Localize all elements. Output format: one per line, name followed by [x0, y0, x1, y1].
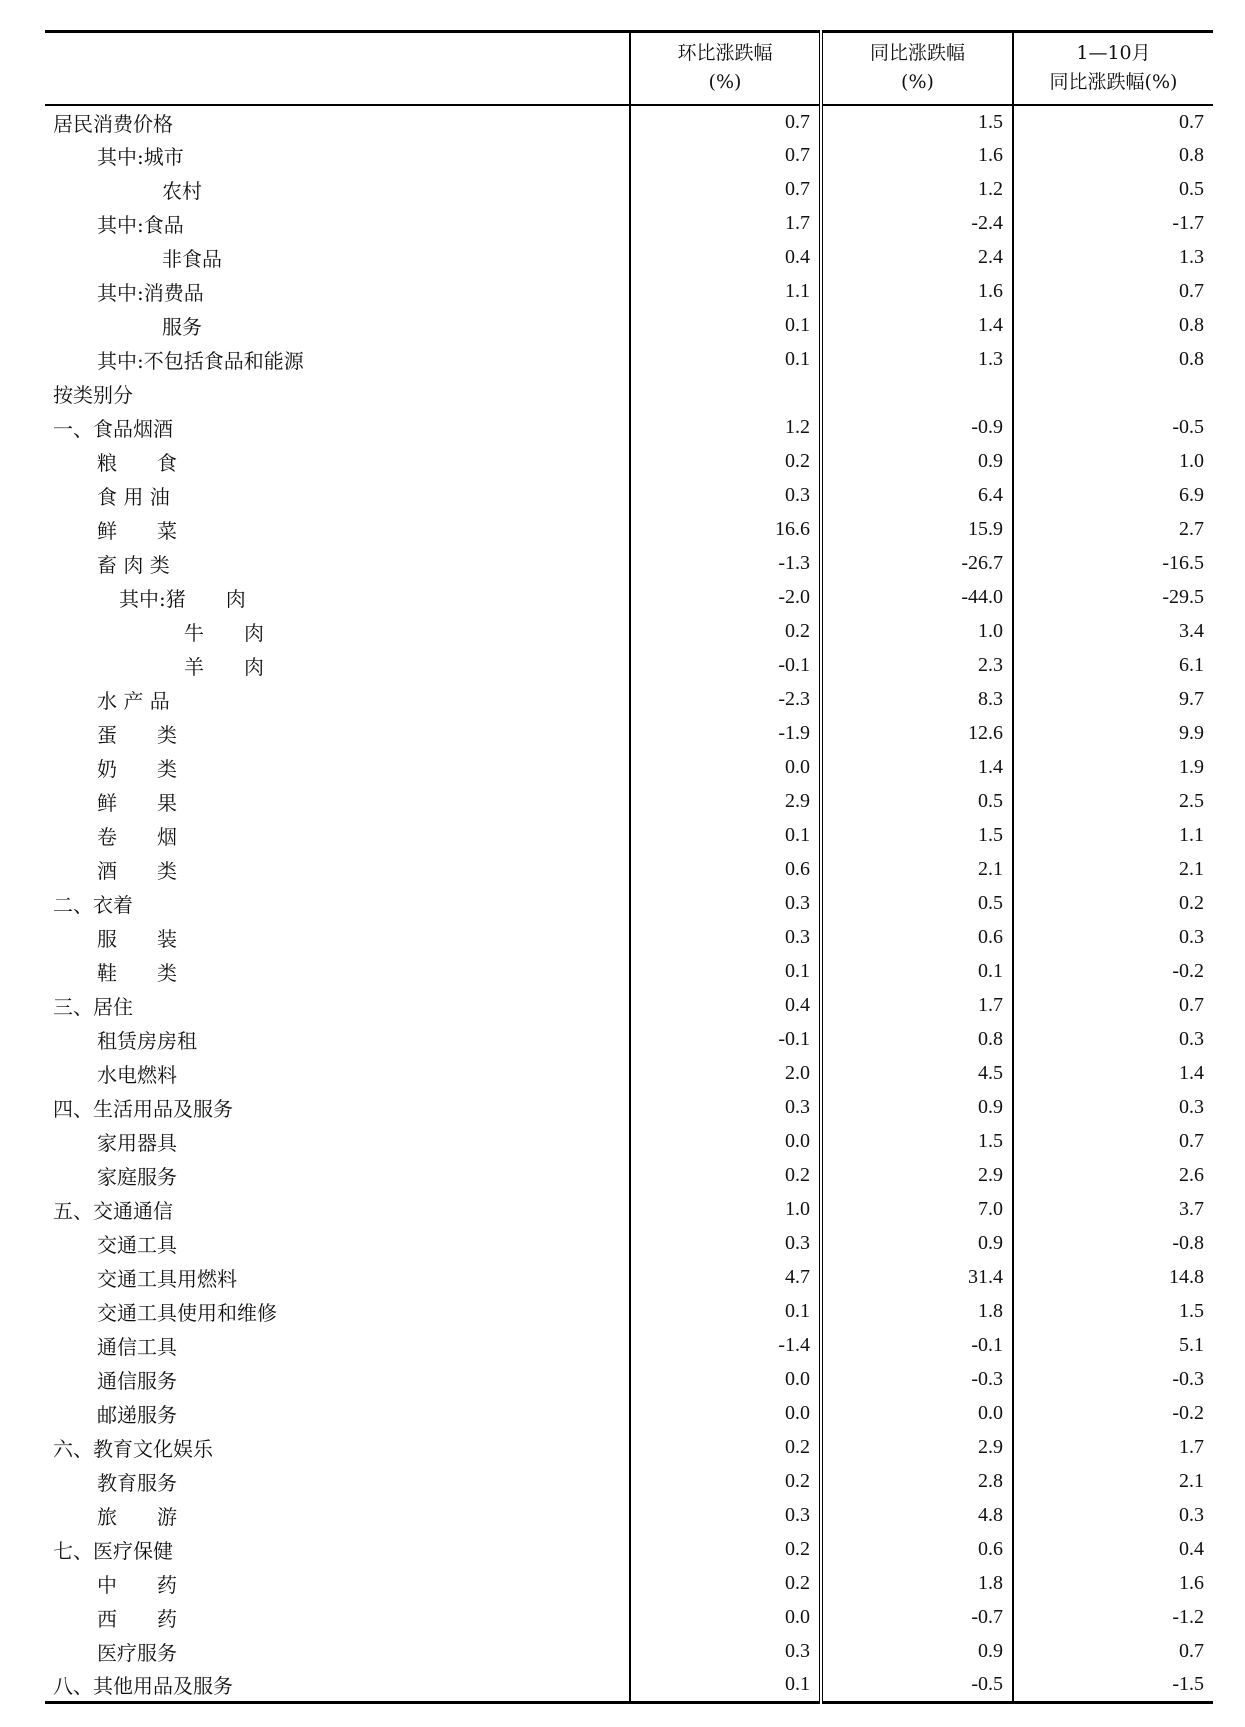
mom-value: 0.0	[630, 1397, 821, 1431]
ytd-yoy-value: 6.1	[1013, 649, 1213, 683]
mom-value: 0.3	[630, 921, 821, 955]
yoy-value: 2.4	[821, 241, 1013, 275]
ytd-yoy-value: 3.4	[1013, 615, 1213, 649]
mom-value: 0.0	[630, 1601, 821, 1635]
mom-value: 0.2	[630, 1567, 821, 1601]
ytd-yoy-value: -0.2	[1013, 1397, 1213, 1431]
table-row	[45, 309, 1213, 343]
table-row	[45, 513, 1213, 547]
ytd-yoy-value: 3.7	[1013, 1193, 1213, 1227]
row-label: 服务	[162, 315, 202, 339]
ytd-yoy-value: 0.8	[1013, 309, 1213, 343]
yoy-value: 1.6	[821, 275, 1013, 309]
table-row	[45, 1057, 1213, 1091]
header-ytd-yoy-change: 1—10月 同比涨跌幅(%)	[1013, 32, 1213, 105]
table-row	[45, 717, 1213, 751]
mom-value: 0.7	[630, 139, 821, 173]
row-label: 家用器具	[97, 1131, 177, 1155]
mom-value: 0.0	[630, 1363, 821, 1397]
row-label: 酒 类	[97, 859, 177, 883]
table-row	[45, 1567, 1213, 1601]
mom-value: 0.2	[630, 615, 821, 649]
yoy-value: 2.8	[821, 1465, 1013, 1499]
row-label: 农村	[162, 179, 202, 203]
table-row	[45, 1159, 1213, 1193]
mom-value: 0.0	[630, 751, 821, 785]
yoy-value: -2.4	[821, 207, 1013, 241]
yoy-value: 0.8	[821, 1023, 1013, 1057]
row-label: 非食品	[162, 247, 222, 271]
yoy-value: 12.6	[821, 717, 1013, 751]
yoy-value: 1.6	[821, 139, 1013, 173]
ytd-yoy-value: 0.7	[1013, 275, 1213, 309]
yoy-value: 2.9	[821, 1431, 1013, 1465]
row-label: 六、教育文化娱乐	[53, 1437, 213, 1461]
table-row	[45, 1601, 1213, 1635]
row-label: 医疗服务	[97, 1641, 177, 1665]
mom-value: 0.3	[630, 1091, 821, 1125]
table-row	[45, 581, 1213, 615]
ytd-yoy-value: 6.9	[1013, 479, 1213, 513]
row-label: 教育服务	[97, 1471, 177, 1495]
mom-value: 0.3	[630, 887, 821, 921]
table-row	[45, 921, 1213, 955]
ytd-yoy-value: 0.8	[1013, 343, 1213, 377]
row-label: 羊 肉	[184, 655, 264, 679]
mom-value: 0.3	[630, 1499, 821, 1533]
ytd-yoy-value: 2.5	[1013, 785, 1213, 819]
row-label: 畜 肉 类	[97, 553, 170, 577]
row-label: 租赁房房租	[97, 1029, 197, 1053]
yoy-value: 0.5	[821, 887, 1013, 921]
table-row	[45, 275, 1213, 309]
mom-value: 1.0	[630, 1193, 821, 1227]
table-row	[45, 411, 1213, 445]
row-label: 西 药	[97, 1607, 177, 1631]
yoy-value: 4.8	[821, 1499, 1013, 1533]
mom-value: 0.2	[630, 1431, 821, 1465]
yoy-value: -0.3	[821, 1363, 1013, 1397]
table-row	[45, 1669, 1213, 1703]
table-row	[45, 989, 1213, 1023]
yoy-value: 8.3	[821, 683, 1013, 717]
ytd-yoy-value: -1.2	[1013, 1601, 1213, 1635]
yoy-value: 0.9	[821, 445, 1013, 479]
row-label: 旅 游	[97, 1505, 177, 1529]
table-row	[45, 683, 1213, 717]
yoy-value: 1.8	[821, 1295, 1013, 1329]
table-row	[45, 1261, 1213, 1295]
ytd-yoy-value: 1.6	[1013, 1567, 1213, 1601]
ytd-yoy-value: -0.8	[1013, 1227, 1213, 1261]
mom-value: 0.4	[630, 989, 821, 1023]
header-mom-change: 环比涨跌幅 (%)	[630, 32, 821, 105]
row-label: 中 药	[97, 1573, 177, 1597]
ytd-yoy-value: 0.2	[1013, 887, 1213, 921]
row-label: 通信工具	[97, 1335, 177, 1359]
yoy-value: 0.6	[821, 921, 1013, 955]
row-label: 鲜 果	[97, 791, 177, 815]
table-row	[45, 1329, 1213, 1363]
mom-value: 0.6	[630, 853, 821, 887]
yoy-value: 0.9	[821, 1227, 1013, 1261]
table-row	[45, 649, 1213, 683]
table-row	[45, 343, 1213, 377]
table-row	[45, 1635, 1213, 1669]
mom-value	[630, 377, 821, 411]
ytd-yoy-value: 0.7	[1013, 989, 1213, 1023]
yoy-value: 1.5	[821, 1125, 1013, 1159]
mom-value: 2.0	[630, 1057, 821, 1091]
yoy-value: 0.9	[821, 1635, 1013, 1669]
mom-value: 1.7	[630, 207, 821, 241]
ytd-yoy-value: -1.5	[1013, 1669, 1213, 1703]
table-row	[45, 139, 1213, 173]
row-label: 家庭服务	[97, 1165, 177, 1189]
mom-value: -0.1	[630, 1023, 821, 1057]
mom-value: 0.2	[630, 445, 821, 479]
yoy-value: -0.1	[821, 1329, 1013, 1363]
yoy-value: 0.1	[821, 955, 1013, 989]
row-label: 奶 类	[97, 757, 177, 781]
yoy-value: -0.5	[821, 1669, 1013, 1703]
mom-value: 2.9	[630, 785, 821, 819]
mom-value: -2.0	[630, 581, 821, 615]
yoy-value: 1.4	[821, 309, 1013, 343]
mom-value: 0.1	[630, 309, 821, 343]
mom-value: -0.1	[630, 649, 821, 683]
mom-value: 0.7	[630, 173, 821, 207]
mom-value: -2.3	[630, 683, 821, 717]
row-label: 鲜 菜	[97, 519, 177, 543]
table-row	[45, 1363, 1213, 1397]
table-row	[45, 1023, 1213, 1057]
header-label-cell	[45, 32, 630, 105]
mom-value: 0.1	[630, 1295, 821, 1329]
mom-value: 0.3	[630, 1227, 821, 1261]
ytd-yoy-value: 1.4	[1013, 1057, 1213, 1091]
yoy-value: 2.9	[821, 1159, 1013, 1193]
table-row	[45, 241, 1213, 275]
yoy-value: -44.0	[821, 581, 1013, 615]
yoy-value: 4.5	[821, 1057, 1013, 1091]
row-label: 牛 肉	[184, 621, 264, 645]
ytd-yoy-value: 14.8	[1013, 1261, 1213, 1295]
yoy-value: 1.5	[821, 819, 1013, 853]
yoy-value: 1.8	[821, 1567, 1013, 1601]
ytd-yoy-value: 0.8	[1013, 139, 1213, 173]
table-row	[45, 1465, 1213, 1499]
row-label: 五、交通通信	[53, 1199, 173, 1223]
mom-value: 0.3	[630, 479, 821, 513]
ytd-yoy-value: 0.3	[1013, 1091, 1213, 1125]
row-label: 其中:食品	[97, 213, 184, 237]
row-label: 二、衣着	[53, 893, 133, 917]
yoy-value: -0.7	[821, 1601, 1013, 1635]
ytd-yoy-value: 0.3	[1013, 1499, 1213, 1533]
row-label: 水 产 品	[97, 689, 170, 713]
yoy-value: 1.3	[821, 343, 1013, 377]
row-label: 交通工具使用和维修	[97, 1301, 277, 1325]
ytd-yoy-value: 2.1	[1013, 1465, 1213, 1499]
ytd-yoy-value: 9.9	[1013, 717, 1213, 751]
table-row	[45, 1125, 1213, 1159]
table-body	[45, 105, 1213, 1703]
table-row	[45, 1295, 1213, 1329]
row-label: 三、居住	[53, 995, 133, 1019]
yoy-value: 6.4	[821, 479, 1013, 513]
row-label: 其中:不包括食品和能源	[97, 349, 304, 373]
table-row	[45, 887, 1213, 921]
yoy-value: -26.7	[821, 547, 1013, 581]
table-row	[45, 785, 1213, 819]
ytd-yoy-value: 0.7	[1013, 1125, 1213, 1159]
mom-value: 0.1	[630, 819, 821, 853]
ytd-yoy-value: 0.7	[1013, 105, 1213, 139]
table-row	[45, 751, 1213, 785]
header-yoy-change: 同比涨跌幅 (%)	[821, 32, 1013, 105]
yoy-value: 0.9	[821, 1091, 1013, 1125]
row-label: 居民消费价格	[53, 111, 173, 136]
yoy-value: -0.9	[821, 411, 1013, 445]
row-label: 粮 食	[97, 451, 177, 475]
table-row	[45, 819, 1213, 853]
mom-value: 0.1	[630, 343, 821, 377]
table-row	[45, 1193, 1213, 1227]
ytd-yoy-value: 9.7	[1013, 683, 1213, 717]
mom-value: 4.7	[630, 1261, 821, 1295]
table-row	[45, 105, 1213, 139]
yoy-value: 2.1	[821, 853, 1013, 887]
ytd-yoy-value: -0.3	[1013, 1363, 1213, 1397]
row-label: 卷 烟	[97, 825, 177, 849]
mom-value: 0.2	[630, 1533, 821, 1567]
yoy-value: 2.3	[821, 649, 1013, 683]
row-label: 鞋 类	[97, 961, 177, 985]
ytd-yoy-value: 0.7	[1013, 1635, 1213, 1669]
row-label: 其中:猪 肉	[119, 587, 246, 611]
table-row	[45, 1499, 1213, 1533]
row-label: 其中:消费品	[97, 281, 204, 305]
row-label: 按类别分	[53, 383, 133, 407]
table-row	[45, 955, 1213, 989]
table-row	[45, 1533, 1213, 1567]
yoy-value: 1.7	[821, 989, 1013, 1023]
cpi-table	[45, 30, 1213, 1704]
ytd-yoy-value: -29.5	[1013, 581, 1213, 615]
row-label: 四、生活用品及服务	[53, 1097, 233, 1121]
row-label: 服 装	[97, 927, 177, 951]
ytd-yoy-value: 0.4	[1013, 1533, 1213, 1567]
row-label: 交通工具用燃料	[97, 1267, 237, 1291]
mom-value: 0.4	[630, 241, 821, 275]
row-label: 食 用 油	[97, 485, 170, 509]
mom-value: 0.3	[630, 1635, 821, 1669]
table-row	[45, 207, 1213, 241]
row-label: 七、医疗保健	[53, 1539, 173, 1563]
mom-value: 1.1	[630, 275, 821, 309]
row-label: 邮递服务	[97, 1403, 177, 1427]
ytd-yoy-value: 0.3	[1013, 921, 1213, 955]
ytd-yoy-value: 2.6	[1013, 1159, 1213, 1193]
ytd-yoy-value: 1.5	[1013, 1295, 1213, 1329]
yoy-value	[821, 377, 1013, 411]
mom-value: 0.1	[630, 955, 821, 989]
ytd-yoy-value: -0.2	[1013, 955, 1213, 989]
table-row	[45, 445, 1213, 479]
ytd-yoy-value: 5.1	[1013, 1329, 1213, 1363]
row-label: 蛋 类	[97, 723, 177, 747]
table-row	[45, 1397, 1213, 1431]
table-row	[45, 615, 1213, 649]
ytd-yoy-value	[1013, 377, 1213, 411]
yoy-value: 1.4	[821, 751, 1013, 785]
table-row	[45, 1091, 1213, 1125]
yoy-value: 7.0	[821, 1193, 1013, 1227]
ytd-yoy-value: 1.1	[1013, 819, 1213, 853]
table-row	[45, 547, 1213, 581]
yoy-value: 0.5	[821, 785, 1013, 819]
mom-value: 16.6	[630, 513, 821, 547]
ytd-yoy-value: 2.1	[1013, 853, 1213, 887]
mom-value: 0.1	[630, 1669, 821, 1703]
ytd-yoy-value: 1.9	[1013, 751, 1213, 785]
row-label: 交通工具	[97, 1233, 177, 1257]
row-label: 通信服务	[97, 1369, 177, 1393]
yoy-value: 0.0	[821, 1397, 1013, 1431]
ytd-yoy-value: 1.3	[1013, 241, 1213, 275]
yoy-value: 31.4	[821, 1261, 1013, 1295]
mom-value: 0.2	[630, 1465, 821, 1499]
mom-value: 1.2	[630, 411, 821, 445]
table-row	[45, 479, 1213, 513]
ytd-yoy-value: 1.7	[1013, 1431, 1213, 1465]
ytd-yoy-value: -1.7	[1013, 207, 1213, 241]
ytd-yoy-value: 0.5	[1013, 173, 1213, 207]
mom-value: -1.3	[630, 547, 821, 581]
table-row	[45, 173, 1213, 207]
yoy-value: 15.9	[821, 513, 1013, 547]
row-label: 八、其他用品及服务	[45, 1669, 630, 1703]
ytd-yoy-value: -0.5	[1013, 411, 1213, 445]
table-row	[45, 1227, 1213, 1261]
table-row	[45, 853, 1213, 887]
yoy-value: 1.2	[821, 173, 1013, 207]
mom-value: 0.7	[630, 105, 821, 139]
mom-value: -1.9	[630, 717, 821, 751]
ytd-yoy-value: 1.0	[1013, 445, 1213, 479]
table-row	[45, 377, 1213, 411]
yoy-value: 0.6	[821, 1533, 1013, 1567]
ytd-yoy-value: -16.5	[1013, 547, 1213, 581]
yoy-value: 1.0	[821, 615, 1013, 649]
ytd-yoy-value: 0.3	[1013, 1023, 1213, 1057]
table-row	[45, 1431, 1213, 1465]
row-label: 水电燃料	[97, 1063, 177, 1087]
mom-value: 0.0	[630, 1125, 821, 1159]
table-header-row	[45, 32, 1213, 105]
yoy-value: 1.5	[821, 105, 1013, 139]
ytd-yoy-value: 2.7	[1013, 513, 1213, 547]
mom-value: -1.4	[630, 1329, 821, 1363]
row-label: 一、食品烟酒	[53, 417, 173, 441]
mom-value: 0.2	[630, 1159, 821, 1193]
row-label: 其中:城市	[97, 145, 184, 169]
